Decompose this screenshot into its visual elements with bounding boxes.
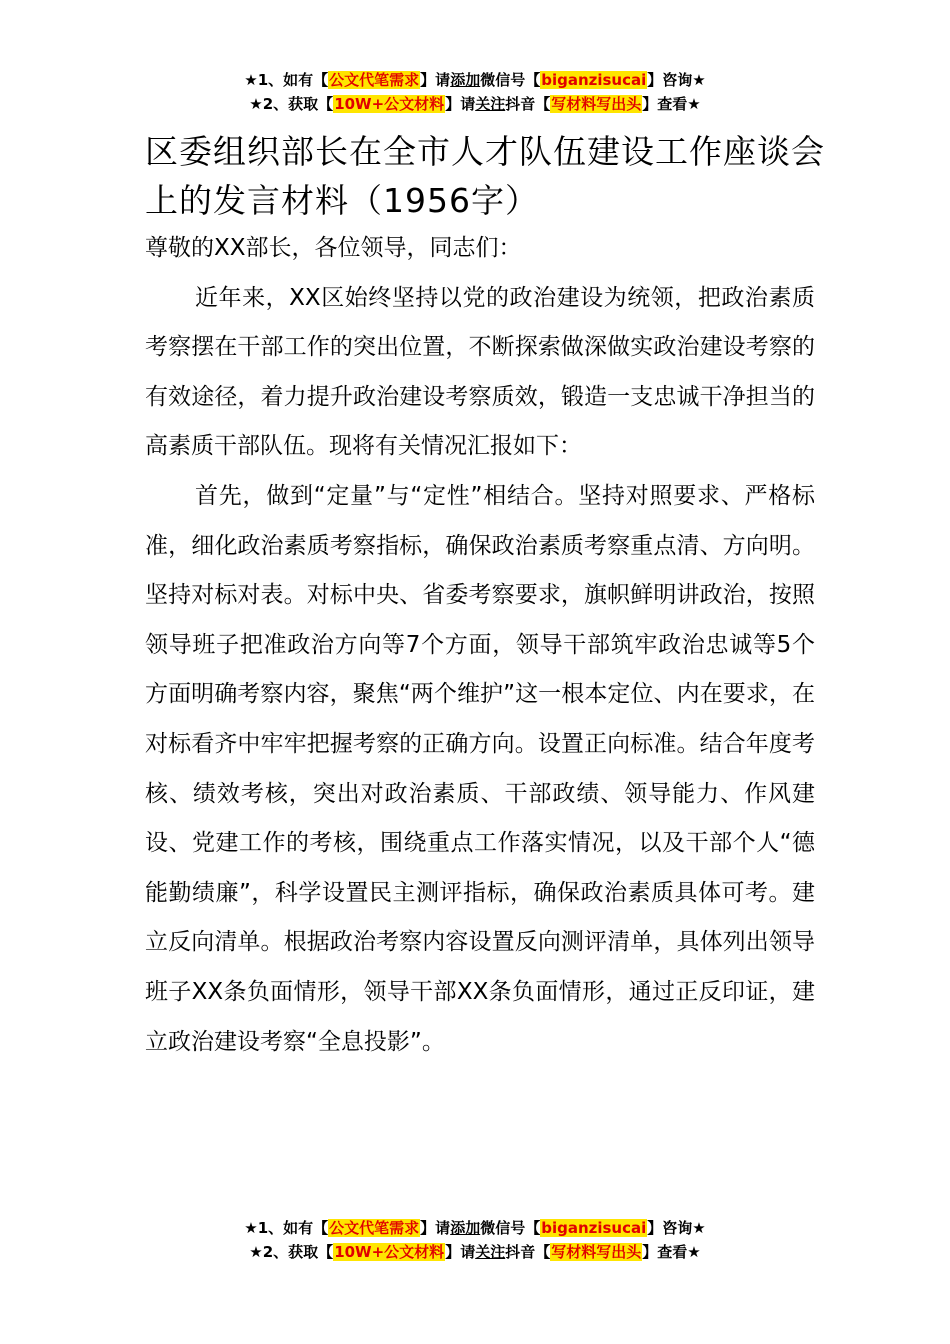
promo-text: 】查看★ bbox=[642, 95, 701, 113]
promo-text: ★2、获取【 bbox=[249, 95, 334, 113]
promo-text: 】请 bbox=[420, 71, 451, 89]
promo-text: 抖音【 bbox=[505, 1243, 551, 1261]
promo-highlight: 公文代笔需求 bbox=[329, 71, 420, 89]
promo-text: 微信号【 bbox=[480, 71, 541, 89]
promo-underlined: 关注 bbox=[475, 95, 506, 113]
promo-text: 】请 bbox=[420, 1219, 451, 1237]
promo-highlight: 写材料写出头 bbox=[551, 95, 642, 113]
promo-highlight: biganzisucai bbox=[541, 71, 647, 89]
promo-highlight: 10W+公文材料 bbox=[334, 1243, 445, 1261]
promo-underlined: 关注 bbox=[475, 1243, 506, 1261]
promo-line-2 bbox=[0, 1240, 950, 1264]
promo-text: 微信号【 bbox=[480, 1219, 541, 1237]
paragraph: 近年来，XX区始终坚持以党的政治建设为统领，把政治素质考察摆在干部工作的突出位置，不断探索做深做实政治建设考察的有效途径，着力提升政治建设考察质效，锻造一支忠诚干净担当的高素质干部队伍。现将有关情况汇报如下： bbox=[145, 284, 815, 460]
salutation: 尊敬的XX部长，各位领导，同志们： bbox=[145, 235, 522, 261]
promo-line-1 bbox=[0, 1216, 950, 1240]
promo-highlight: biganzisucai bbox=[541, 1219, 647, 1237]
promo-highlight: 公文代笔需求 bbox=[329, 1219, 420, 1237]
document-title: 区委组织部长在全市人才队伍建设工作座谈会上的发言材料（1956字） bbox=[145, 132, 825, 220]
promo-text: 】咨询★ bbox=[647, 71, 706, 89]
promo-underlined: 添加 bbox=[450, 1219, 481, 1237]
promo-text: ★2、获取【 bbox=[249, 1243, 334, 1261]
document-body bbox=[145, 224, 815, 1067]
promo-highlight: 10W+公文材料 bbox=[334, 95, 445, 113]
top-promo-banner bbox=[0, 68, 950, 116]
promo-line-1 bbox=[0, 68, 950, 92]
promo-text: 】咨询★ bbox=[647, 1219, 706, 1237]
promo-text: ★1、如有【 bbox=[244, 71, 329, 89]
promo-text: 】查看★ bbox=[642, 1243, 701, 1261]
paragraph: 首先，做到“定量”与“定性”相结合。坚持对照要求、严格标准，细化政治素质考察指标，确保政治素质考察重点清、方向明。坚持对标对表。对标中央、省委考察要求，旗帜鲜明讲政治，按照领导班子把准政治方向等7个方面，领导干部筑牢政治忠诚等5个方面明确考察内容，聚焦“两个维护”这一根本定位、内在要求，在对标看齐中牢牢把握考察的正确方向。设置正向标准。结合年度考核、绩效考核，突出对政治素质、干部政绩、领导能力、作风建设、党建工作的考核，围绕重点工作落实情况，以及干部个人“德能勤绩廉”，科学设置民主测评指标，确保政治素质具体可考。建立反向清单。根据政治考察内容设置反向测评清单，具体列出领导班子XX条负面情形，领导干部XX条负面情形，通过正反印证，建立政治建设考察“全息投影”。 bbox=[145, 482, 815, 1055]
promo-text: ★1、如有【 bbox=[244, 1219, 329, 1237]
bottom-promo-banner bbox=[0, 1216, 950, 1264]
promo-text: 】请 bbox=[445, 95, 476, 113]
promo-text: 抖音【 bbox=[505, 95, 551, 113]
promo-highlight: 写材料写出头 bbox=[551, 1243, 642, 1261]
promo-text: 】请 bbox=[445, 1243, 476, 1261]
promo-underlined: 添加 bbox=[450, 71, 481, 89]
promo-line-2 bbox=[0, 92, 950, 116]
